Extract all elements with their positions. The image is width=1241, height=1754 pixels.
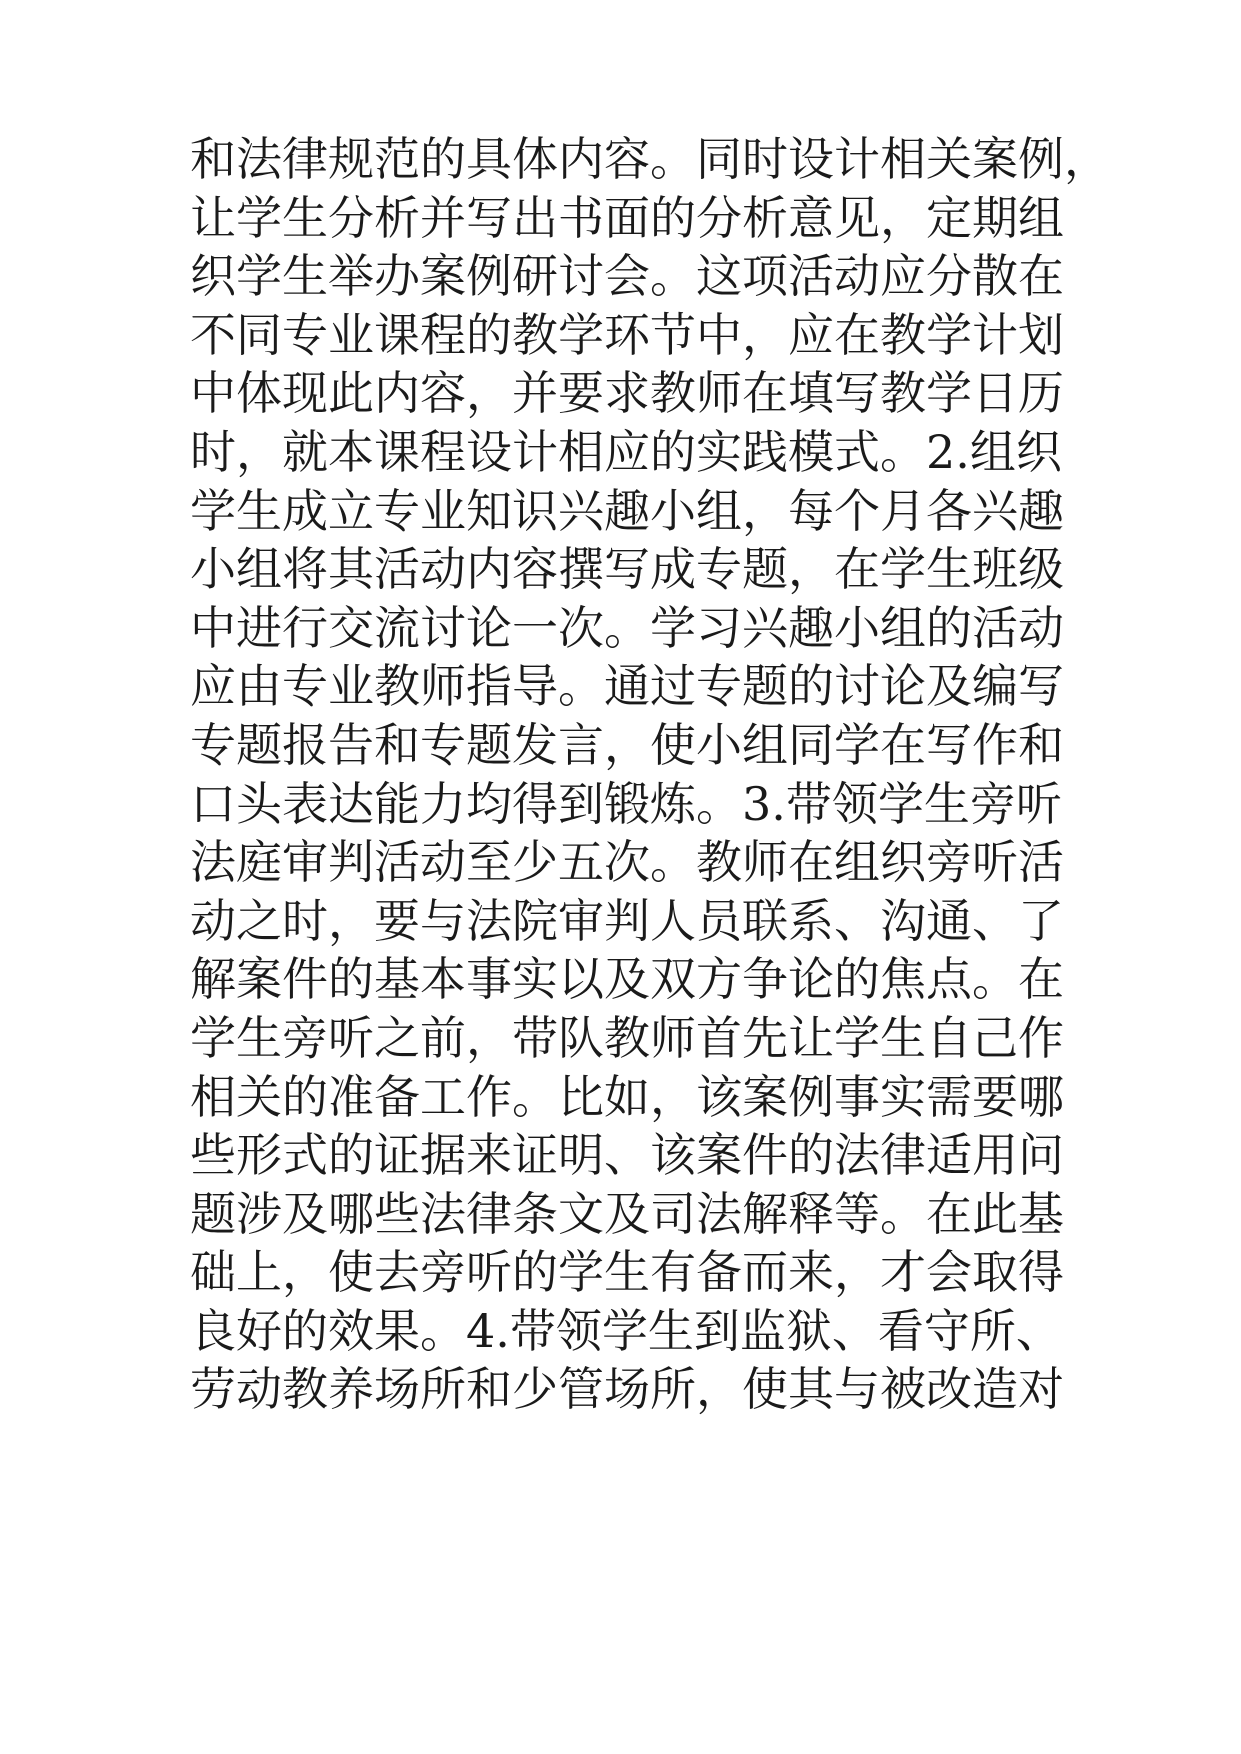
text-line: 些形式的证据来证明、该案件的法律适用问 bbox=[190, 1128, 1064, 1183]
text-line: 不同专业课程的教学环节中，应在教学计划 bbox=[190, 307, 1064, 362]
text-line: 学生成立专业知识兴趣小组，每个月各兴趣 bbox=[190, 483, 1064, 538]
text-line: 专题报告和专题发言，使小组同学在写作和 bbox=[190, 717, 1064, 772]
text-line: 和法律规范的具体内容。同时设计相关案例， bbox=[190, 132, 1110, 186]
text-line: 学生旁听之前，带队教师首先让学生自己作 bbox=[190, 1010, 1064, 1065]
text-line: 时，就本课程设计相应的实践模式。2.组织 bbox=[190, 424, 1062, 479]
text-line: 应由专业教师指导。通过专题的讨论及编写 bbox=[190, 659, 1064, 714]
text-line: 题涉及哪些法律条文及司法解释等。在此基 bbox=[190, 1186, 1064, 1241]
text-line: 中体现此内容，并要求教师在填写教学日历 bbox=[190, 366, 1064, 421]
text-line: 织学生举办案例研讨会。这项活动应分散在 bbox=[190, 249, 1064, 304]
text-line: 法庭审判活动至少五次。教师在组织旁听活 bbox=[190, 835, 1064, 890]
text-line: 良好的效果。4.带领学生到监狱、看守所、 bbox=[190, 1303, 1062, 1358]
text-line: 动之时，要与法院审判人员联系、沟通、了 bbox=[190, 893, 1064, 948]
body-text bbox=[190, 130, 1110, 1419]
text-line: 口头表达能力均得到锻炼。3.带领学生旁听 bbox=[190, 776, 1062, 831]
text-line: 相关的准备工作。比如，该案例事实需要哪 bbox=[190, 1069, 1064, 1124]
text-line: 中进行交流讨论一次。学习兴趣小组的活动 bbox=[190, 600, 1064, 655]
text-line: 让学生分析并写出书面的分析意见，定期组 bbox=[190, 190, 1064, 245]
text-line: 劳动教养场所和少管场所，使其与被改造对 bbox=[190, 1362, 1064, 1417]
text-line: 础上，使去旁听的学生有备而来，才会取得 bbox=[190, 1245, 1064, 1300]
text-line: 解案件的基本事实以及双方争论的焦点。在 bbox=[190, 952, 1064, 1007]
text-line: 小组将其活动内容撰写成专题，在学生班级 bbox=[190, 542, 1064, 597]
